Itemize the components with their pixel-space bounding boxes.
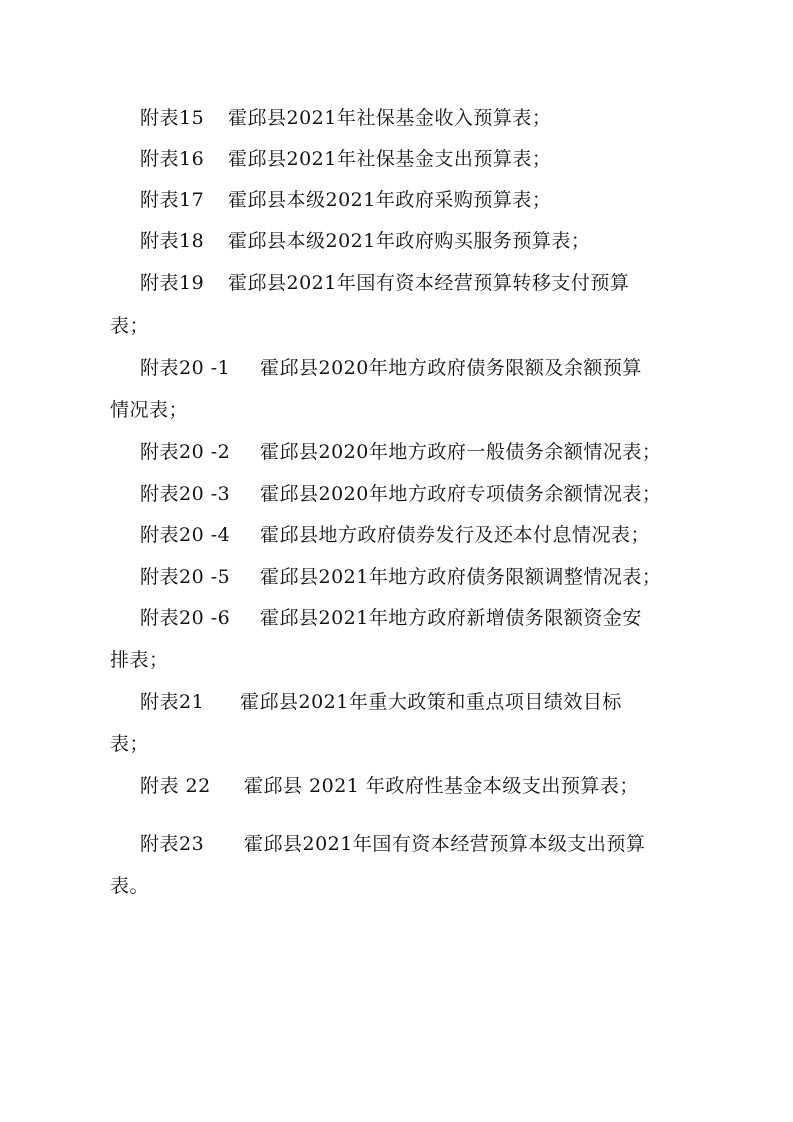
appendix-title: 霍邱县 2021 年政府性基金本级支出预算表；	[244, 775, 639, 797]
list-item	[140, 565, 661, 589]
list-item	[140, 523, 650, 547]
appendix-title-continuation: 表；	[110, 733, 150, 755]
list-item	[140, 147, 551, 171]
list-item	[140, 606, 642, 630]
appendix-title: 霍邱县2020年地方政府债务限额及余额预算	[260, 357, 642, 379]
appendix-title: 霍邱县2021年地方政府债务限额调整情况表；	[260, 566, 662, 588]
list-item	[140, 356, 642, 380]
appendix-code: 附表20 -1	[140, 357, 231, 379]
list-item	[140, 106, 551, 130]
appendix-title: 霍邱县2021年社保基金支出预算表；	[228, 148, 552, 170]
appendix-code: 附表19	[140, 272, 205, 294]
appendix-title-continuation: 表；	[110, 315, 150, 337]
appendix-title-continuation: 情况表；	[110, 399, 189, 421]
list-item	[140, 832, 645, 856]
list-item	[140, 482, 661, 506]
appendix-code: 附表20 -6	[140, 607, 231, 629]
appendix-code: 附表20 -5	[140, 566, 231, 588]
appendix-code: 附表23	[140, 833, 205, 855]
appendix-title: 霍邱县地方政府债券发行及还本付息情况表；	[260, 524, 651, 546]
appendix-code: 附表20 -4	[140, 524, 231, 546]
appendix-title-continuation: 表。	[110, 875, 150, 897]
appendix-code: 附表21	[140, 691, 205, 713]
list-item	[140, 229, 590, 253]
appendix-title: 霍邱县本级2021年政府采购预算表；	[228, 189, 552, 211]
appendix-code: 附表20 -3	[140, 483, 231, 505]
appendix-title-continuation: 排表；	[110, 649, 169, 671]
list-item	[140, 690, 622, 714]
appendix-title: 霍邱县2021年地方政府新增债务限额资金安	[260, 607, 642, 629]
appendix-code: 附表18	[140, 230, 205, 252]
appendix-code: 附表17	[140, 189, 205, 211]
appendix-code: 附表 22	[140, 775, 211, 797]
appendix-title: 霍邱县2021年国有资本经营预算转移支付预算	[228, 272, 630, 294]
list-item	[140, 188, 551, 212]
appendix-title: 霍邱县2021年社保基金收入预算表；	[228, 107, 552, 129]
appendix-title: 霍邱县2021年重大政策和重点项目绩效目标	[240, 691, 622, 713]
appendix-title: 霍邱县本级2021年政府购买服务预算表；	[228, 230, 591, 252]
list-item	[140, 271, 629, 295]
appendix-title: 霍邱县2021年国有资本经营预算本级支出预算	[244, 833, 646, 855]
list-item	[140, 440, 661, 464]
appendix-code: 附表20 -2	[140, 441, 231, 463]
appendix-title: 霍邱县2020年地方政府一般债务余额情况表；	[260, 441, 662, 463]
appendix-code: 附表15	[140, 107, 205, 129]
appendix-code: 附表16	[140, 148, 205, 170]
list-item	[140, 774, 639, 798]
appendix-title: 霍邱县2020年地方政府专项债务余额情况表；	[260, 483, 662, 505]
